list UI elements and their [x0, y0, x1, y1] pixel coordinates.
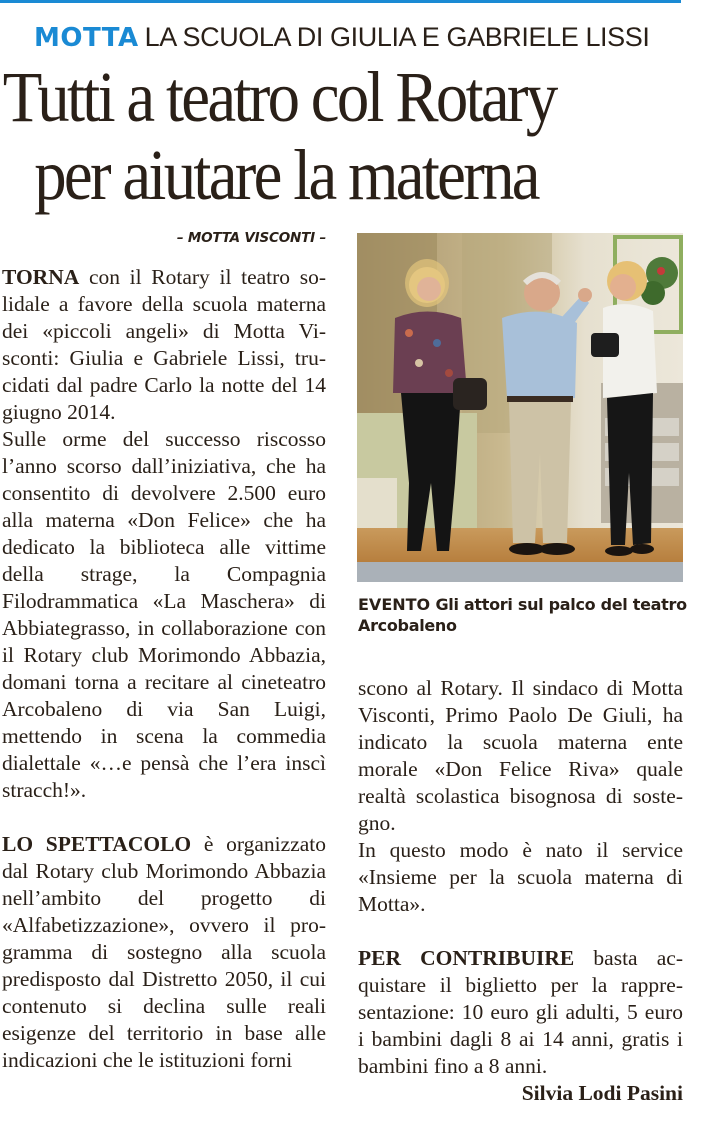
- article-photo: [357, 233, 683, 582]
- dateline: – MOTTA VISCONTI –: [176, 230, 326, 246]
- kicker-text: LA SCUOLA DI GIULIA E GABRIELE LISSI: [144, 22, 650, 52]
- lead-word: TORNA: [2, 265, 80, 289]
- kicker: [34, 20, 649, 55]
- headline-line-2: per aiutare la materna: [34, 135, 538, 215]
- paragraph-text: con il Rotary il teatro solidale a favore della scuola materna dei «piccoli angeli» di Motta Visconti: Giulia e Gabriele Lissi, trucidati dal padre Carlo la notte del 14 giugno 2014.: [2, 265, 326, 424]
- byline: Silvia Lodi Pasini: [521, 1081, 683, 1105]
- photo-caption: [358, 594, 688, 636]
- top-rule: [0, 0, 681, 3]
- stage-photo-illustration: [357, 233, 683, 582]
- kicker-tag: MOTTA: [34, 23, 139, 53]
- paragraph-service: In questo modo è nato il service «Insieme per la scuola materna di Motta».: [358, 838, 683, 916]
- caption-text: Gli attori sul palco del teatro Arcobaleno: [358, 595, 687, 635]
- paragraph-text: è organizzato dal Rotary club Morimondo Abbazia nell’ambito del progetto di «Alfabetizzazione», ovvero il programma di sostegno alla scuola predisposto dal Distretto 2050, il cui contenuto si declina sulle reali esigenze del territorio in base alle indicazioni che le istituzioni forni: [2, 832, 326, 1072]
- lead-word: LO SPETTACOLO: [2, 832, 192, 856]
- paragraph-continuation: scono al Rotary. Il sindaco di Motta Visconti, Primo Paolo De Giuli, ha indicato la scuola materna ente morale «Don Felice Riva» quale realtà scolastica bisognosa di sostegno.: [358, 676, 683, 835]
- paragraph-text: basta acquistare il biglietto per la rappresentazione: 10 euro gli adulti, 5 euro i bambini dagli 8 ai 14 anni, gratis i bambini fino a 8 anni.: [358, 946, 683, 1078]
- paragraph-gap: [2, 804, 326, 831]
- article-column-left: [2, 264, 326, 1074]
- lead-word: PER CONTRIBUIRE: [358, 946, 575, 970]
- paragraph-contribuire: [358, 945, 683, 1080]
- paragraph-spettacolo: [2, 831, 326, 1074]
- paragraph-gap: [358, 918, 683, 945]
- article-column-right: [358, 675, 683, 1107]
- caption-tag: EVENTO: [358, 595, 431, 614]
- paragraph-body: Sulle orme del successo riscosso l’anno scorso dall’iniziativa, che ha consentito di devolvere 2.500 euro alla materna «Don Felice» che ha dedicato la biblioteca alle vittime della strage, la Compagnia Filodrammatica «La Maschera» di Abbiategrasso, in collaborazione con il Rotary club Morimondo Abbazia, domani torna a recitare al cineteatro Arcobaleno di via San Luigi, mettendo in scena la commedia dialettale «…e pensà che l’era inscì stracch!».: [2, 427, 326, 802]
- paragraph-intro: [2, 264, 326, 426]
- headline-line-1: Tutti a teatro col Rotary: [2, 57, 556, 137]
- headline: [0, 58, 637, 214]
